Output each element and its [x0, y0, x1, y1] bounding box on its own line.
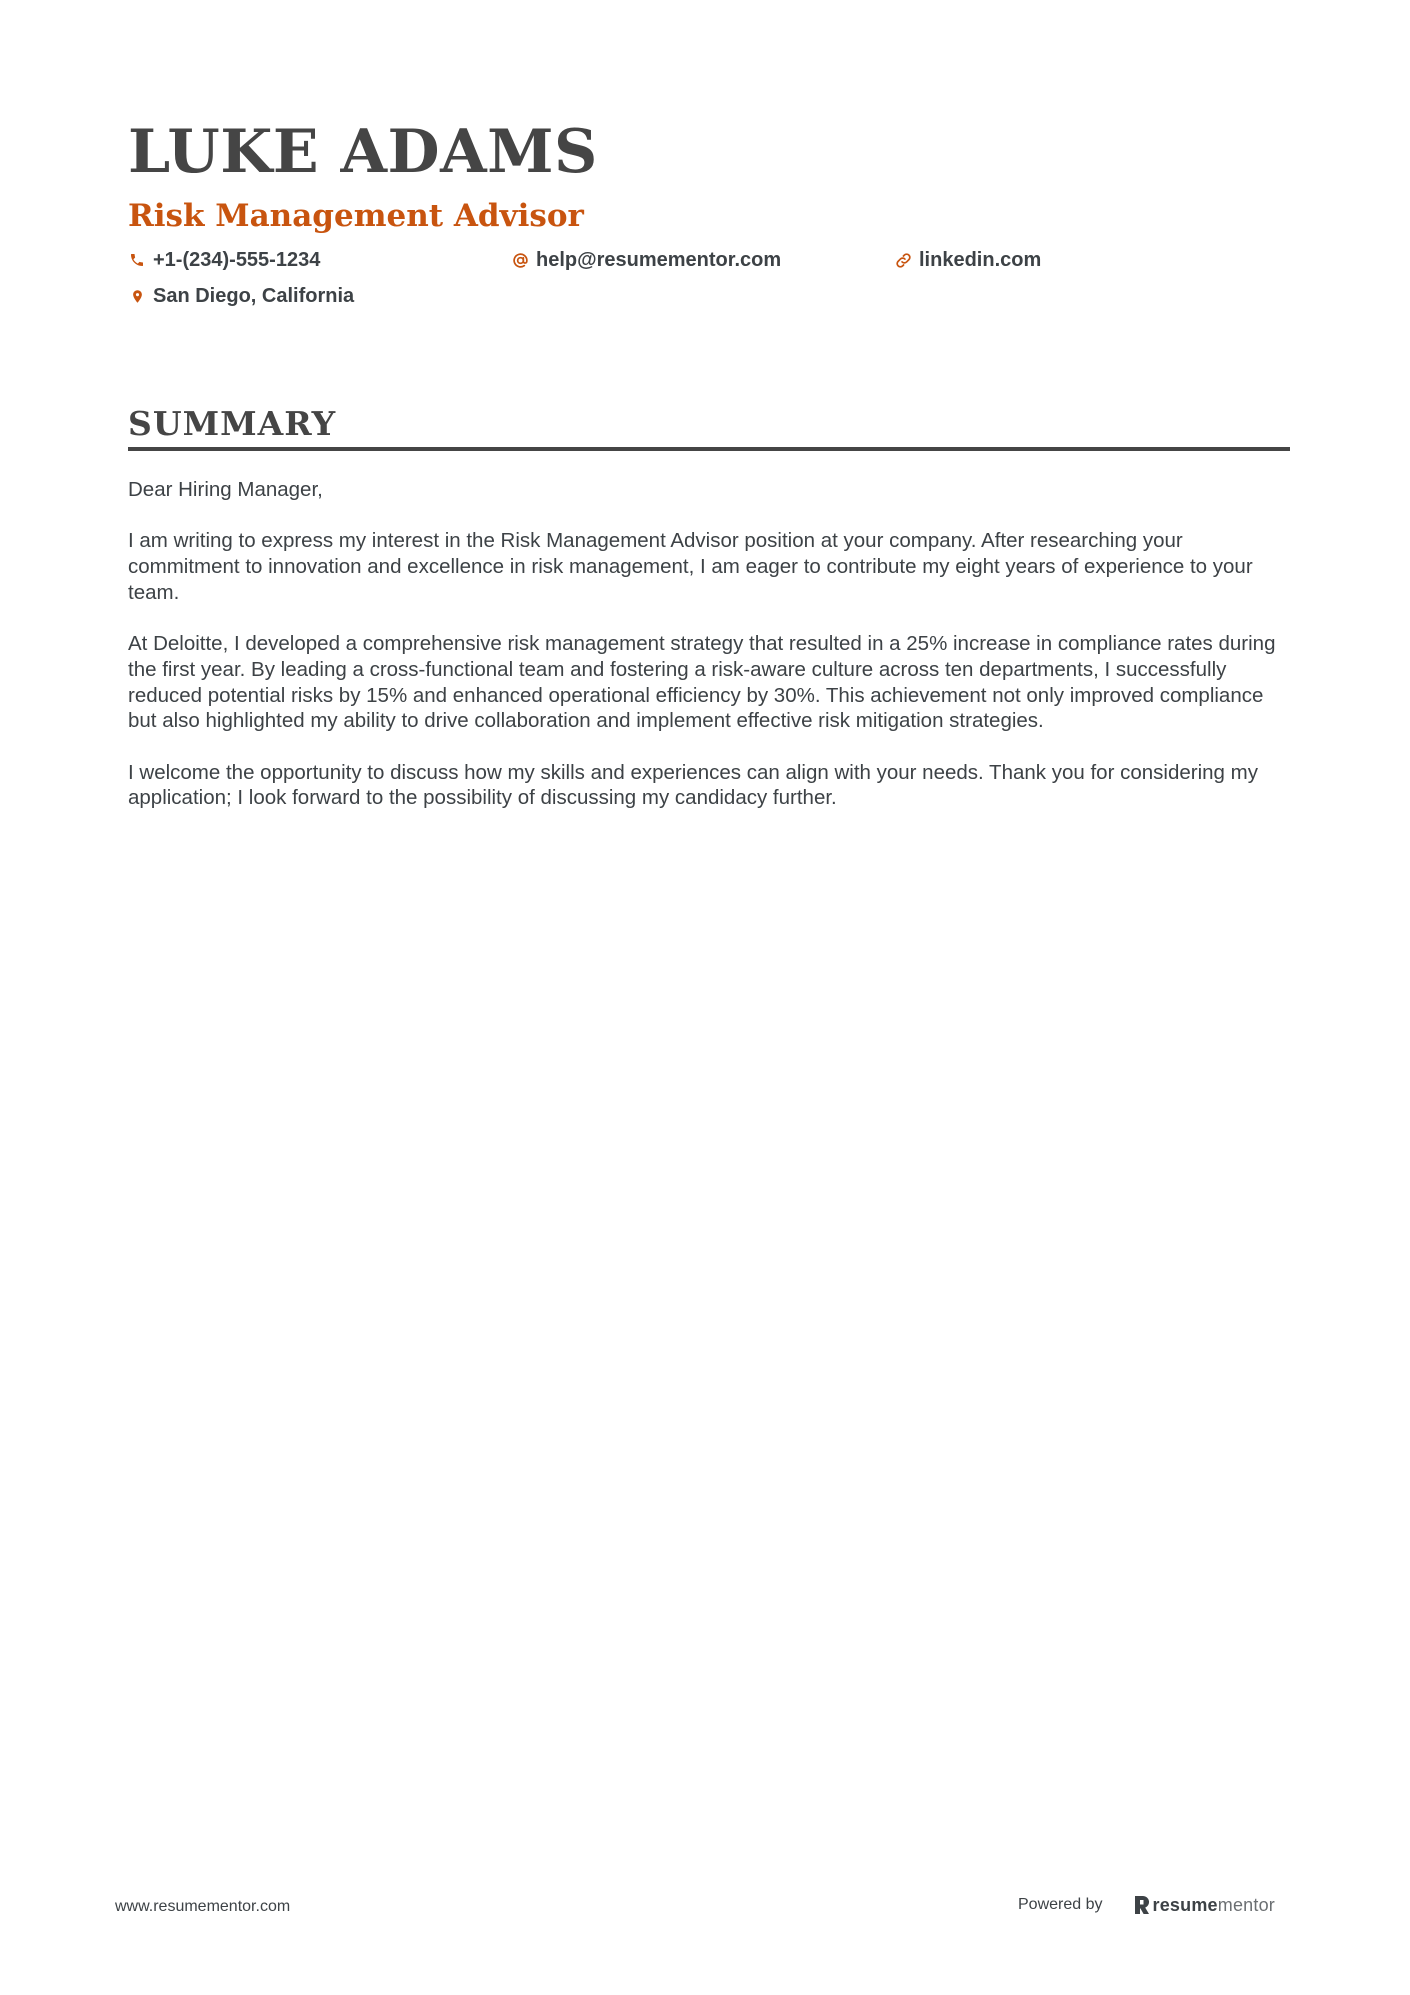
map-pin-icon [128, 287, 146, 305]
contact-location [128, 282, 354, 310]
resumementor-logo-icon [1133, 1894, 1151, 1916]
contact-info [128, 246, 1290, 320]
summary-paragraph: Dear Hiring Manager, [128, 478, 323, 501]
contact-phone [128, 246, 320, 274]
location-text: San Diego, California [153, 285, 355, 307]
brand-name-light: mentor [1217, 1894, 1275, 1915]
link-icon [894, 251, 912, 269]
link-text[interactable]: linkedin.com [919, 249, 1042, 271]
candidate-name: LUKE ADAMS [128, 117, 598, 187]
summary-heading: SUMMARY [128, 404, 1290, 451]
summary-paragraph: I am writing to express my interest in the Risk Management Advisor position at your company. After researching your commitment to innovation and excellence in risk management, I am eager to contribute my eight years of experience to your team. [128, 529, 1253, 604]
at-sign-icon [511, 251, 529, 269]
contact-link [894, 246, 1041, 274]
candidate-role: Risk Management Advisor [128, 198, 584, 234]
email-text[interactable]: help@resumementor.com [536, 249, 782, 271]
footer-website[interactable]: www.resumementor.com [115, 1898, 291, 1915]
brand-name[interactable] [1153, 1895, 1275, 1916]
summary-paragraph: I welcome the opportunity to discuss how my skills and experiences can align with your needs. Thank you for considering my application; I look forward to the possibility of discussing my candidacy further. [128, 760, 1258, 810]
powered-by-label: Powered by [1018, 1896, 1103, 1913]
phone-icon [128, 251, 146, 269]
phone-text[interactable]: +1-(234)-555-1234 [153, 249, 321, 271]
footer-branding [1018, 1894, 1275, 1916]
contact-email [511, 246, 781, 274]
summary-body [128, 477, 1278, 811]
summary-paragraph: At Deloitte, I developed a comprehensive risk management strategy that resulted in a 25% increase in compliance rates during the first year. By leading a cross-functional team and fostering a risk-aware culture across ten departments, I successfully reduced potential risks by 15% and enhanced operational efficiency by 30%. This achievement not only improved compliance but also highlighted my ability to drive collaboration and implement effective risk mitigation strategies. [128, 632, 1276, 733]
brand-name-bold: resume [1152, 1894, 1218, 1915]
resume-content [128, 110, 1290, 837]
